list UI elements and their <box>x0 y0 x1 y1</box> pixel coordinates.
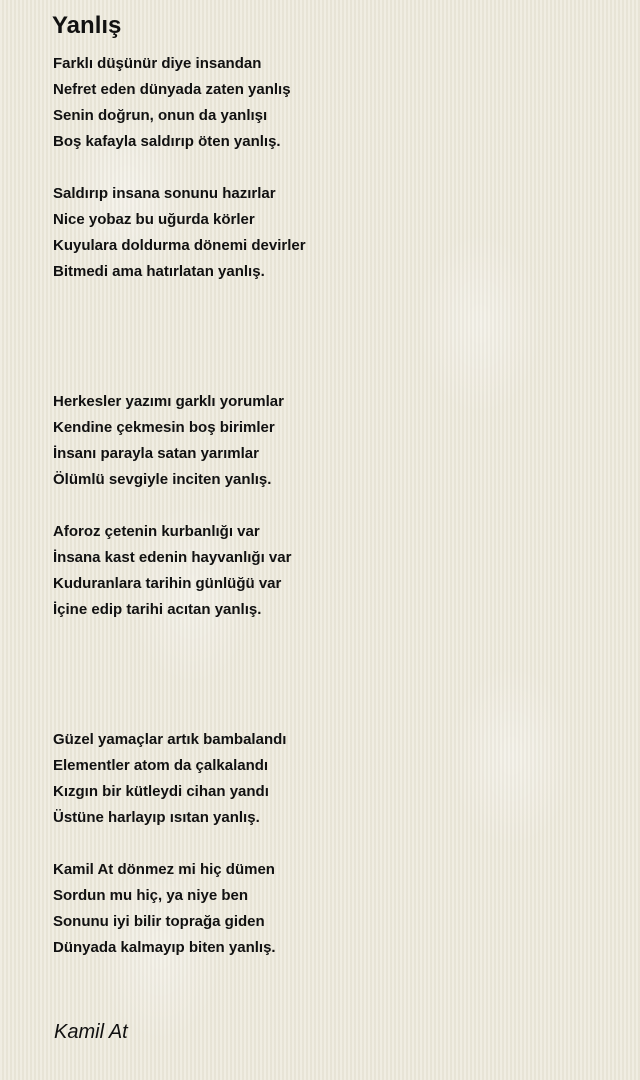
section-gap <box>53 623 613 727</box>
poem-author: Kamil At <box>54 1021 128 1043</box>
poem-line: Saldırıp insana sonunu hazırlar <box>53 185 276 202</box>
poem-line: Dünyada kalmayıp biten yanlış. <box>53 939 276 956</box>
poem-body <box>53 51 613 961</box>
poem-line: Nefret eden dünyada zaten yanlış <box>53 81 291 98</box>
poem-line: Kuduranlara tarihin günlüğü var <box>53 575 282 592</box>
poem-line: İçine edip tarihi acıtan yanlış. <box>53 601 262 618</box>
poem-line: İnsanı parayla satan yarımlar <box>53 445 259 462</box>
poem-line: Ölümlü sevgiyle inciten yanlış. <box>53 471 272 488</box>
poem-line: Üstüne harlayıp ısıtan yanlış. <box>53 809 260 826</box>
poem-line: Boş kafayla saldırıp öten yanlış. <box>53 133 281 150</box>
poem-line: Senin doğrun, onun da yanlışı <box>53 107 268 124</box>
poem-line: Aforoz çetenin kurbanlığı var <box>53 523 260 540</box>
poem-line: Kendine çekmesin boş birimler <box>53 419 275 436</box>
poem-line: Farklı düşünür diye insandan <box>53 55 262 72</box>
poem-line: Sonunu iyi bilir toprağa giden <box>53 913 265 930</box>
stanza-gap <box>53 831 613 857</box>
poem-line: Bitmedi ama hatırlatan yanlış. <box>53 263 265 280</box>
section-gap <box>53 285 613 389</box>
poem-line: Nice yobaz bu uğurda körler <box>53 211 255 228</box>
poem-line: Güzel yamaçlar artık bambalandı <box>53 731 287 748</box>
poem-line: Sordun mu hiç, ya niye ben <box>53 887 249 904</box>
stanza <box>53 727 613 831</box>
stanza <box>53 857 613 961</box>
stanza-gap <box>53 155 613 181</box>
stanza <box>53 519 613 623</box>
stanza <box>53 389 613 493</box>
poem-line: Herkesler yazımı garklı yorumlar <box>53 393 284 410</box>
poem-line: Kızgın bir kütleydi cihan yandı <box>53 783 269 800</box>
stanza <box>53 181 613 285</box>
stanza-gap <box>53 493 613 519</box>
stanza <box>53 51 613 155</box>
poem-line: İnsana kast edenin hayvanlığı var <box>53 549 292 566</box>
poem-line: Kamil At dönmez mi hiç dümen <box>53 861 275 878</box>
poem-title: Yanlış <box>52 12 122 39</box>
poem-line: Kuyulara doldurma dönemi devirler <box>53 237 306 254</box>
poem-line: Elementler atom da çalkalandı <box>53 757 269 774</box>
